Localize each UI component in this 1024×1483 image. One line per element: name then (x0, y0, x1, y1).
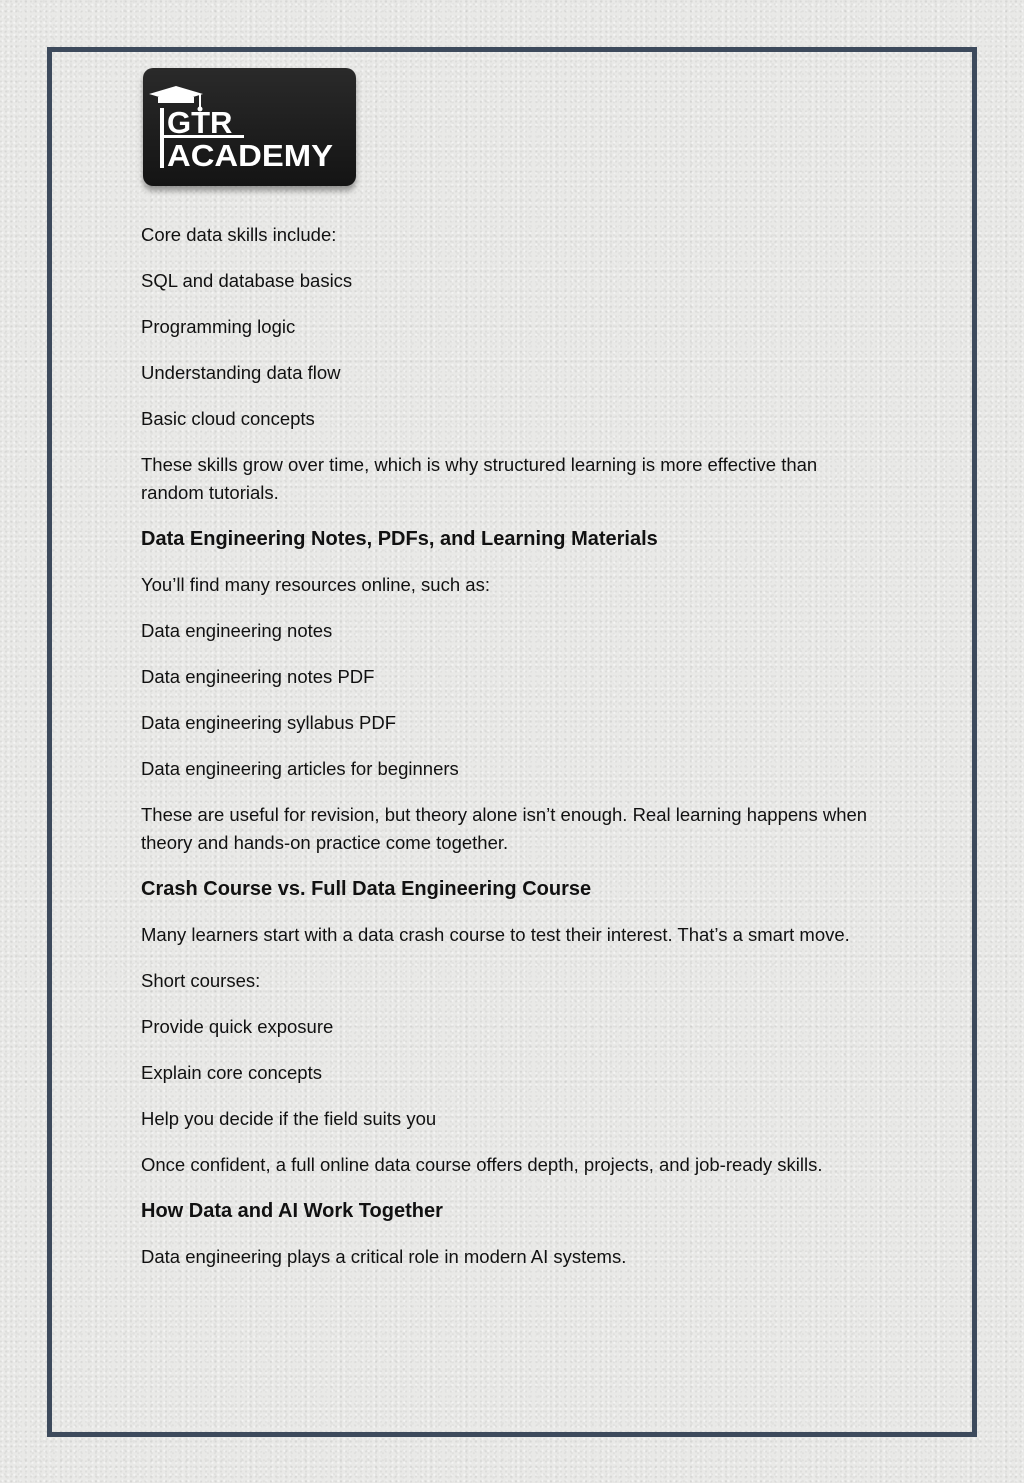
logo-graphic (143, 68, 356, 186)
paragraph: Provide quick exposure (141, 1016, 334, 1037)
paragraph: Core data skills include: (141, 224, 337, 245)
paragraph: Data engineering notes (141, 620, 333, 641)
paragraph: You’ll find many resources online, such as: (141, 574, 490, 595)
paragraph: Help you decide if the field suits you (141, 1108, 437, 1129)
section-heading: Crash Course vs. Full Data Engineering Course (141, 878, 592, 900)
paragraph: Basic cloud concepts (141, 408, 315, 429)
paragraph: Data engineering plays a critical role in modern AI systems. (141, 1246, 627, 1267)
paragraph: Once confident, a full online data course offers depth, projects, and job-ready skills. (141, 1154, 823, 1175)
logo-line1: GTR (167, 105, 233, 140)
paragraph: These skills grow over time, which is why structured learning is more effective than random tutorials. (141, 454, 818, 503)
paragraph: Explain core concepts (141, 1062, 322, 1083)
gtr-academy-logo (143, 68, 356, 186)
paragraph: Many learners start with a data crash course to test their interest. That’s a smart move. (141, 924, 850, 945)
section-heading: Data Engineering Notes, PDFs, and Learning Materials (141, 528, 658, 550)
paragraph: Data engineering notes PDF (141, 666, 375, 687)
logo-line2: ACADEMY (167, 138, 334, 173)
paragraph: Programming logic (141, 316, 296, 337)
paragraph: Data engineering articles for beginners (141, 758, 459, 779)
document-body (141, 221, 881, 1289)
section-heading: How Data and AI Work Together (141, 1200, 443, 1222)
paragraph: Understanding data flow (141, 362, 341, 383)
paragraph: Data engineering syllabus PDF (141, 712, 397, 733)
paragraph: SQL and database basics (141, 270, 353, 291)
paragraph: Short courses: (141, 970, 261, 991)
paragraph: These are useful for revision, but theory alone isn’t enough. Real learning happens when theory and hands-on practice come together. (141, 804, 868, 853)
